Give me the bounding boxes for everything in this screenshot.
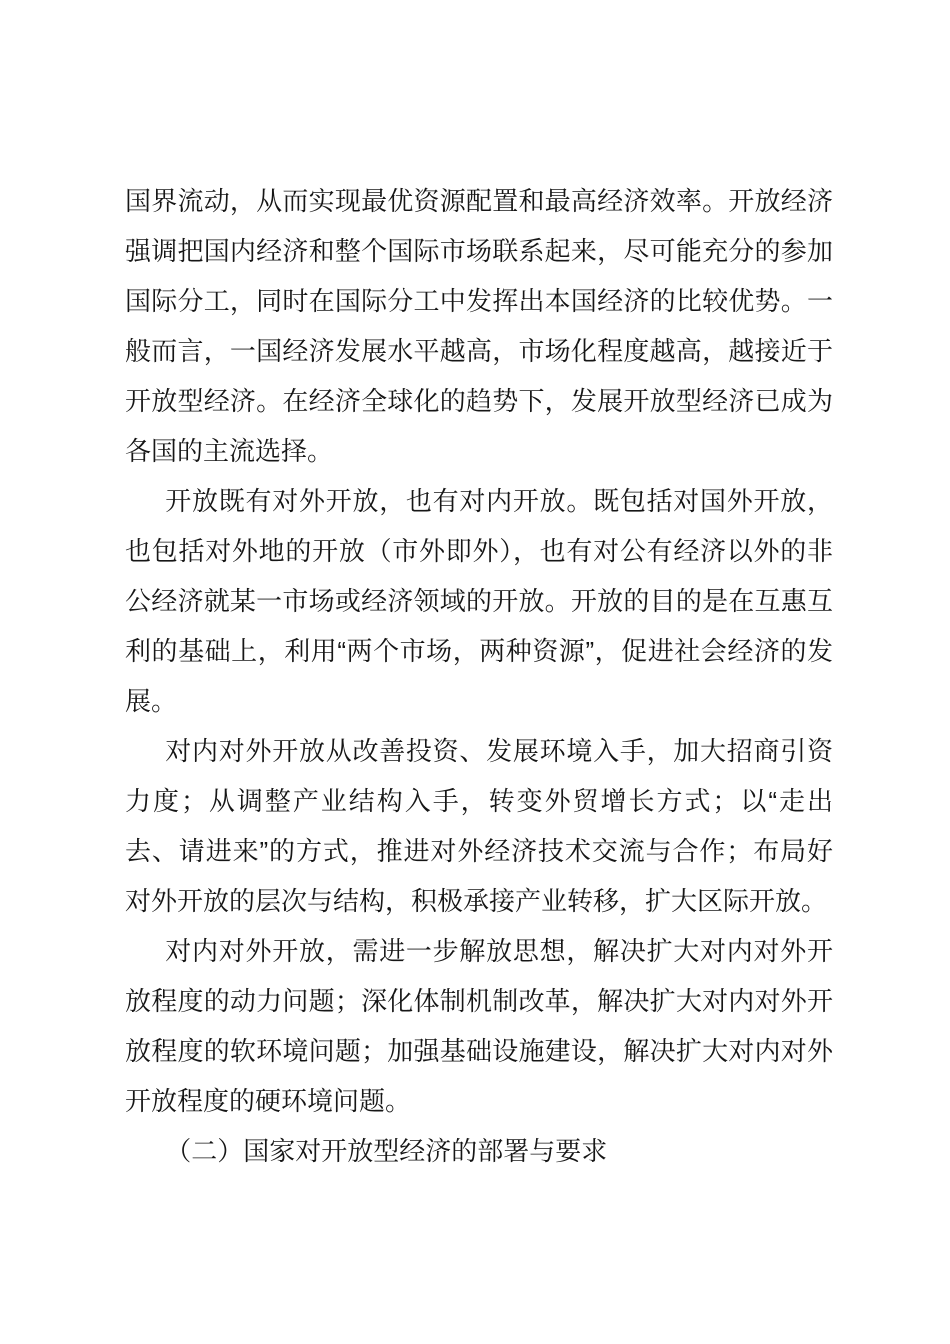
section-heading: （二）国家对开放型经济的部署与要求 — [165, 1136, 608, 1166]
text-block — [125, 176, 833, 1176]
paragraph: 开放既有对外开放，也有对内开放。既包括对国外开放，也包括对外地的开放（市外即外），也有对公有经济以外的非公经济就某一市场或经济领域的开放。开放的目的是在互惠互利的基础上，利用“两个市场，两种资源”，促进社会经济的发展。 — [125, 486, 833, 716]
paragraph: 对内对外开放，需进一步解放思想，解决扩大对内对外开放程度的动力问题；深化体制机制改革，解决扩大对内对外开放程度的软环境问题；加强基础设施建设，解决扩大对内对外开放程度的硬环境问题。 — [125, 936, 833, 1116]
paragraph-continuation: 国界流动，从而实现最优资源配置和最高经济效率。开放经济强调把国内经济和整个国际市场联系起来，尽可能充分的参加国际分工，同时在国际分工中发挥出本国经济的比较优势。一般而言，一国经济发展水平越高，市场化程度越高，越接近于开放型经济。在经济全球化的趋势下，发展开放型经济已成为各国的主流选择。 — [125, 186, 833, 466]
paragraph: 对内对外开放从改善投资、发展环境入手，加大招商引资力度；从调整产业结构入手，转变外贸增长方式；以“走出去、请进来”的方式，推进对外经济技术交流与合作；布局好对外开放的层次与结构，积极承接产业转移，扩大区际开放。 — [125, 736, 833, 916]
